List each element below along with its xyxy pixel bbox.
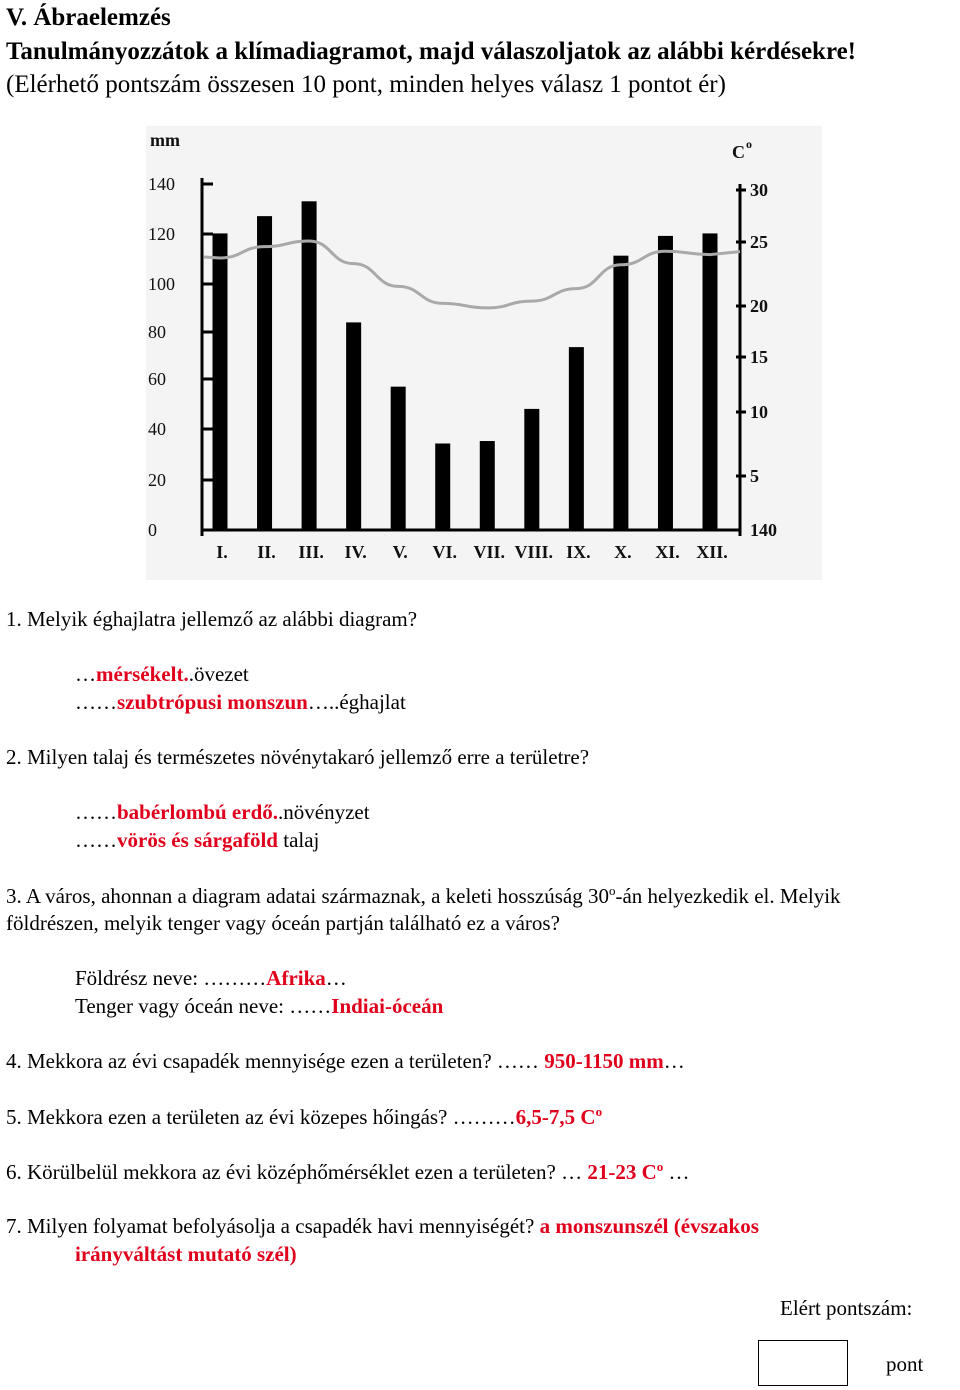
question-5	[6, 1104, 602, 1130]
points-note: (Elérhető pontszám összesen 10 pont, minden helyes válasz 1 pontot ér)	[6, 71, 726, 98]
month-label: IX.	[566, 542, 591, 562]
question-3-sup: o	[608, 883, 616, 898]
answer-2a	[75, 800, 370, 825]
right-tick-label: 25	[750, 232, 768, 252]
right-tick-label: 20	[750, 296, 768, 316]
answer-3a-post: …	[325, 966, 347, 990]
answer-2a-pre: ……	[75, 800, 117, 824]
question-3	[6, 883, 841, 909]
question-4-text: 4. Mekkora az évi csapadék mennyisége ezen a területen? ……	[6, 1049, 545, 1073]
question-3-text-b: -án helyezkedik el. Melyik	[615, 884, 841, 908]
precipitation-bar	[257, 216, 272, 530]
score-label: Elért pontszám:	[780, 1296, 913, 1320]
answer-4-post: …	[663, 1049, 685, 1073]
right-tick-label: 140	[750, 520, 777, 540]
answer-3a	[75, 966, 347, 991]
precipitation-bar	[302, 201, 317, 530]
month-label: VI.	[432, 542, 457, 562]
question-4	[6, 1049, 685, 1074]
question-6-text: 6. Körülbelül mekkora az évi középhőmérséklet ezen a területen? …	[6, 1160, 588, 1184]
precipitation-bar	[569, 347, 584, 530]
precipitation-bar	[391, 387, 406, 530]
answer-6-sup: o	[656, 1159, 664, 1174]
score-unit: pont	[886, 1352, 924, 1376]
right-axis-unit: C	[732, 142, 745, 162]
answer-2b-value: vörös és sárgaföld	[117, 828, 278, 852]
answer-3b-value: Indiai-óceán	[331, 994, 444, 1018]
question-6	[6, 1159, 690, 1185]
answer-1b-post: …..éghajlat	[307, 690, 406, 714]
precipitation-bar	[703, 233, 718, 530]
climate-diagram	[146, 126, 822, 580]
answer-2a-post: .növényzet	[278, 800, 370, 824]
right-tick-label: 30	[750, 180, 768, 200]
climate-diagram-svg	[146, 126, 822, 580]
answer-2b-pre: ……	[75, 828, 117, 852]
answer-5-value: 6,5-7,5 C	[515, 1105, 596, 1129]
question-7-text: 7. Milyen folyamat befolyásolja a csapadék havi mennyiségét?	[6, 1214, 540, 1238]
precipitation-bar	[435, 444, 450, 531]
right-tick-label: 5	[750, 466, 759, 486]
month-label: VIII.	[514, 542, 554, 562]
left-tick-label: 60	[148, 369, 166, 389]
month-label: IV.	[344, 542, 367, 562]
precipitation-bar	[213, 233, 228, 530]
answer-2b-post: talaj	[278, 828, 320, 852]
question-3-line2: földrészen, melyik tenger vagy óceán partján található ez a város?	[6, 911, 560, 935]
month-label: V.	[392, 542, 408, 562]
left-tick-label: 120	[148, 224, 175, 244]
answer-4-value: 950-1150 mm	[544, 1049, 664, 1073]
answer-7-value-line1: a monszunszél (évszakos	[539, 1214, 759, 1238]
left-tick-label: 100	[148, 274, 175, 294]
month-label: II.	[257, 542, 276, 562]
right-axis-unit-sup: o	[746, 137, 752, 151]
precipitation-bar	[480, 441, 495, 530]
answer-2a-value: babérlombú erdő.	[117, 800, 279, 824]
answer-6-value: 21-23 C	[587, 1160, 657, 1184]
month-label: VII.	[473, 542, 506, 562]
month-label: XII.	[696, 542, 728, 562]
precipitation-bar	[346, 322, 361, 530]
section-title: V. Ábraelemzés	[6, 4, 171, 31]
answer-6-post: …	[663, 1160, 690, 1184]
answer-1b-pre: ……	[75, 690, 117, 714]
answer-1a-pre: …	[75, 662, 96, 686]
score-input-box[interactable]	[758, 1340, 848, 1386]
answer-3a-label: Földrész neve: ………	[75, 966, 267, 990]
month-label: III.	[298, 542, 324, 562]
question-5-text: 5. Mekkora ezen a területen az évi közepes hőingás? ………	[6, 1105, 516, 1129]
question-1: 1. Melyik éghajlatra jellemző az alábbi diagram?	[6, 607, 418, 631]
left-axis-ticks	[148, 174, 213, 540]
precipitation-bar	[658, 236, 673, 530]
left-tick-label: 80	[148, 322, 166, 342]
precipitation-bar	[524, 409, 539, 530]
instruction-line: Tanulmányozzátok a klímadiagramot, majd válaszoljatok az alábbi kérdésekre!	[6, 38, 857, 65]
answer-1a-value: mérsékelt.	[96, 662, 189, 686]
answer-5-sup: o	[595, 1104, 603, 1119]
answer-3a-value: Afrika	[266, 966, 326, 990]
left-tick-label: 40	[148, 419, 166, 439]
month-label: X.	[614, 542, 632, 562]
question-7	[6, 1214, 759, 1239]
answer-1a-post: .övezet	[188, 662, 249, 686]
precipitation-bars	[204, 201, 740, 530]
month-labels	[216, 542, 728, 562]
answer-1b-value: szubtrópusi monszun	[117, 690, 308, 714]
right-tick-label: 10	[750, 402, 768, 422]
left-tick-label: 0	[148, 520, 157, 540]
answer-1b	[75, 690, 406, 715]
answer-7-value-line2: irányváltást mutató szél)	[75, 1242, 297, 1266]
left-axis-unit: mm	[150, 130, 180, 150]
answer-3b	[75, 994, 443, 1019]
answer-1a	[75, 662, 249, 687]
left-tick-label: 140	[148, 174, 175, 194]
question-2: 2. Milyen talaj és természetes növénytakaró jellemző erre a területre?	[6, 745, 590, 769]
answer-2b	[75, 828, 319, 853]
month-label: I.	[216, 542, 228, 562]
left-tick-label: 20	[148, 470, 166, 490]
right-tick-label: 15	[750, 347, 768, 367]
precipitation-bar	[613, 256, 628, 530]
question-3-text-a: 3. A város, ahonnan a diagram adatai származnak, a keleti hosszúság 30	[6, 884, 609, 908]
answer-3b-label: Tenger vagy óceán neve: ……	[75, 994, 332, 1018]
month-label: XI.	[655, 542, 680, 562]
